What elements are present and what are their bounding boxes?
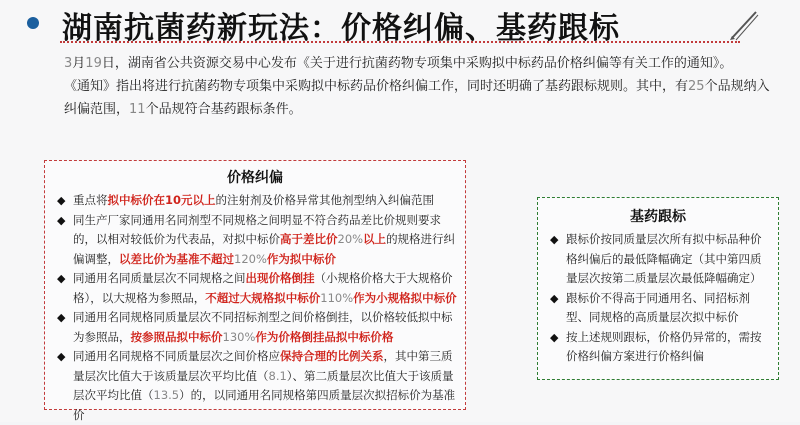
list-item [55, 347, 457, 425]
item-text: 的规格进行纠偏调整， [73, 232, 456, 266]
slide-title: 湖南抗菌药新玩法：价格纠偏、基药跟标 [62, 11, 620, 46]
intro-text: 月 [72, 56, 86, 71]
essential-drug-title: 基药跟标 [630, 209, 686, 225]
item-text: 重点将 [73, 193, 108, 207]
intro-text: 《通知》指出将进行抗菌药物专项集中采购拟中标药品价格纠偏工作，同时还明确了基药跟标规则。其中，有 [64, 79, 689, 94]
date-day: 19 [85, 56, 102, 71]
count-correction: 25 [688, 79, 705, 94]
diamond-bullet-icon: ◆ [57, 350, 66, 363]
item-percent: 130% [222, 329, 256, 344]
date-month: 3 [64, 56, 73, 71]
intro-line-2 [64, 75, 774, 121]
item-highlight: 作为拟中标价 [266, 251, 336, 266]
item-highlight: 作为价格倒挂品拟中标价格 [255, 329, 394, 344]
title-bullet-dot [27, 17, 39, 29]
diamond-bullet-icon: ◆ [550, 233, 559, 246]
item-highlight: 按参照品拟中标价 [130, 329, 223, 344]
item-text: 同通用名同规格同质量层次不同招标剂型之间价格倒挂，以价格较低拟中标为参照品， [73, 310, 453, 344]
price-correction-box [44, 160, 466, 422]
item-text: 同生产厂家同通用名同剂型不同规格之间明显不符合药品差比价规则要求的，以相对较低价为代表品，对拟中标价 [73, 212, 441, 246]
price-correction-title: 价格纠偏 [227, 170, 283, 186]
count-essential: 11 [129, 102, 146, 117]
list-item [548, 289, 770, 328]
diamond-bullet-icon: ◆ [57, 194, 66, 207]
item-text: 的注射剂及价格异常其他剂型纳入纠偏范围 [215, 193, 435, 207]
title-underline [60, 41, 740, 43]
intro-text: 日，湖南省公共资源交易中心发布《关于进行抗菌药物专项集中采购拟中标药品价格纠偏等有关工作的通知》。 [101, 56, 733, 71]
item-text: 跟标价按同质量层次所有拟中标品种价格纠偏后的最低降幅确定（其中第四质量层次按第二质量层次最低降幅确定） [566, 232, 762, 285]
essential-drug-box [537, 197, 779, 380]
diamond-bullet-icon: ◆ [57, 311, 66, 324]
item-highlight: 作为小规格拟中标价 [353, 290, 457, 305]
item-text: （小规格价格大于大规格价格），以大规格为参照品， [73, 271, 453, 305]
intro-text: 个品规纳入纠偏范围， [64, 79, 770, 117]
item-highlight: 高于差比价 [280, 232, 338, 246]
item-ratio: 13.5 [153, 388, 180, 402]
item-highlight: 出现价格倒挂 [245, 271, 315, 285]
intro-text: 个品规符合基药跟标条件。 [145, 102, 302, 117]
list-item [55, 191, 457, 211]
price-correction-list [45, 191, 465, 425]
item-text: ）、第二质量层次比值大于该质量层次平均比值（ [73, 368, 454, 402]
item-text: ，其中第三质量层次比值大于该质量层次平均比值（ [73, 349, 453, 383]
diamond-bullet-icon: ◆ [550, 291, 559, 305]
diamond-bullet-icon: ◆ [57, 272, 66, 285]
list-item [548, 230, 770, 289]
item-percent: 110% [320, 290, 354, 305]
title-bar [0, 0, 800, 44]
pen-icon [722, 6, 762, 42]
item-text: 跟标价不得高于同通用名、同招标剂型、同规格的高质量层次拟中标价 [566, 290, 750, 324]
list-item [548, 328, 770, 367]
item-highlight: 保持合理的比例关系 [280, 349, 384, 363]
item-highlight: 拟中标价在10元以上 [107, 193, 216, 207]
intro-line-1 [64, 52, 774, 75]
item-percent: 20% [337, 232, 364, 246]
item-text: 同通用名同规格不同质量层次之间价格应 [73, 349, 280, 363]
list-item [55, 211, 457, 270]
item-highlight: 以差比价为基准不超过 [119, 251, 234, 266]
diamond-bullet-icon: ◆ [550, 330, 559, 344]
item-text: 按上述规则跟标，价格仍异常的，需按价格纠偏方案进行价格纠偏 [566, 329, 762, 363]
item-text: ）的，以同通用名同规格第四质量层次拟招标价为基准价 [73, 388, 456, 422]
list-item [55, 308, 457, 347]
item-highlight: 以上 [363, 232, 387, 246]
intro-paragraph [64, 52, 774, 121]
item-ratio: 8.1 [268, 368, 287, 383]
list-item [55, 269, 457, 308]
essential-drug-list [538, 230, 778, 367]
item-highlight: 不超过大规格拟中标价 [205, 290, 321, 305]
diamond-bullet-icon: ◆ [57, 213, 66, 227]
item-percent: 120% [234, 251, 267, 266]
item-text: 同通用名同质量层次不同规格之间 [73, 271, 246, 285]
